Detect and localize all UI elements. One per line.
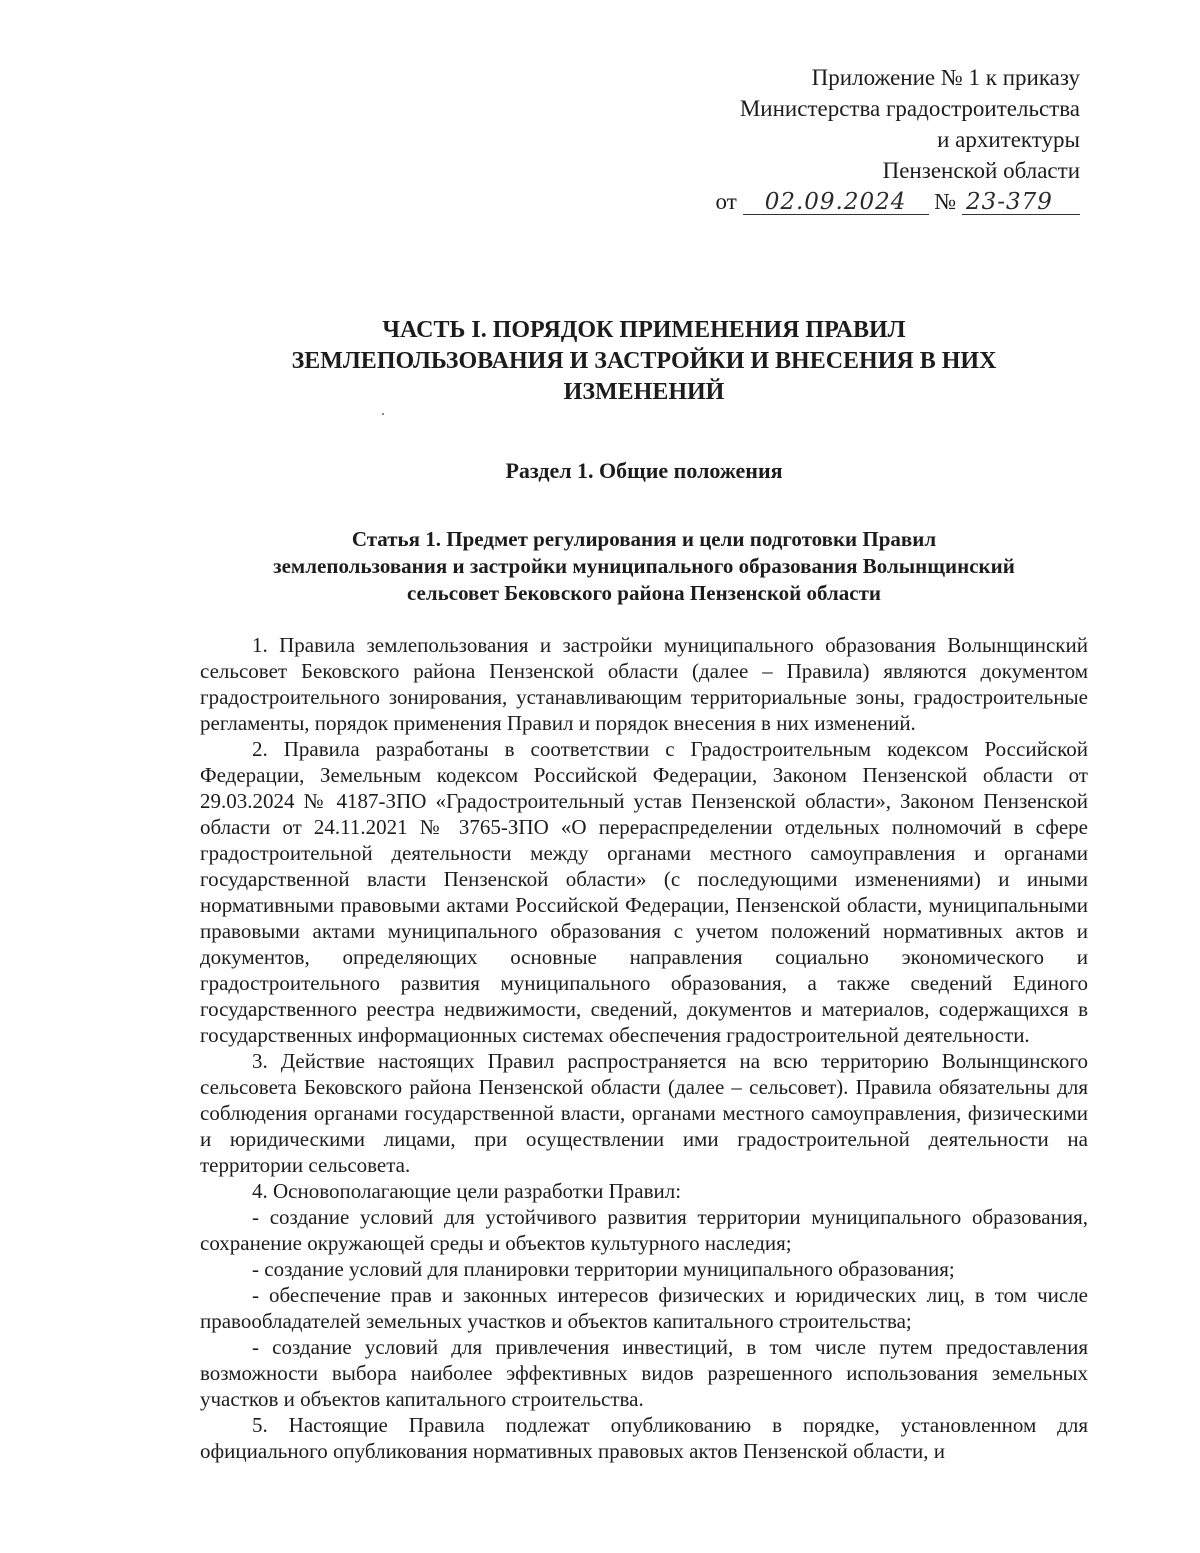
section-title: Раздел 1. Общие положения [505,458,783,483]
appendix-line-3: и архитектуры [937,127,1080,152]
article-title-line-2: землепользования и застройки муниципального образования Волынщинский [273,554,1015,578]
list-item-3: - обеспечение прав и законных интересов физических и юридических лиц, в том числе правообладателей земельных участков и объектов капитального строительства; [200,1283,1088,1333]
paragraph-2: 2. Правила разработаны в соответствии с Градостроительным кодексом Российской Федерации, Земельным кодексом Российской Федерации, Законом Пензенской области от 29.03.2024 № 4187-ЗПО «Градостроительный устав Пензенской области», Законом Пензенской области от 24.11.2021 № 3765-ЗПО «О перераспределении отдельных полномочий в сфере градостроительной деятельности между органами местного самоуправления и органами государственной власти Пензенской области» (с последующими изменениями) и иными нормативными правовыми актами Российской Федерации, Пензенской области, муниципальными правовыми актами муниципального образования с учетом положений нормативных актов и документов, определяющих основные направления социально экономического и градостроительного развития муниципального образования, а также сведений Единого государственного реестра недвижимости, сведений, документов и материалов, содержащихся в государственных информационных системах обеспечения градостроительной деятельности. [200,737,1088,1047]
number-label: № [934,189,957,214]
paragraph-3: 3. Действие настоящих Правил распространяется на всю территорию Волынщинского сельсовета Бековского района Пензенской области (далее – сельсовет). Правила обязательны для соблюдения органами государственной власти, органами местного самоуправления, физическими и юридическими лицами, при осуществлении ими градостроительной деятельности на территории сельсовета. [200,1049,1088,1177]
list-item-1: - создание условий для устойчивого развития территории муниципального образования, сохранение окружающей среды и объектов культурного наследия; [200,1205,1088,1255]
appendix-line-1: Приложение № 1 к приказу [811,65,1080,90]
paragraph-4: 4. Основополагающие цели разработки Правил: [252,1179,682,1203]
list-item-4: - создание условий для привлечения инвестиций, в том числе путем предоставления возможности выбора наиболее эффективных видов разрешенного использования земельных участков и объектов капитального строительства. [200,1335,1088,1411]
from-label: от [715,189,737,214]
appendix-line-4: Пензенской области [882,158,1080,183]
paragraph-5: 5. Настоящие Правила подлежат опубликованию в порядке, установленном для официального опубликования нормативных правовых актов Пензенской области, и [200,1413,1088,1463]
handwritten-number: 23-379 [962,190,1080,215]
article-title-line-3: сельсовет Бековского района Пензенской области [406,581,882,605]
handwritten-date: 02.09.2024 [743,190,929,215]
list-item-2: - создание условий для планировки территории муниципального образования; [252,1257,955,1281]
part-title-line-1: ЧАСТЬ I. ПОРЯДОК ПРИМЕНЕНИЯ ПРАВИЛ [382,317,906,343]
scan-speck [382,413,384,415]
appendix-line-2: Министерства градостроительства [739,96,1080,121]
article-title-line-1: Статья 1. Предмет регулирования и цели подготовки Правил [351,527,937,551]
part-title-line-3: ИЗМЕНЕНИЙ [563,379,725,405]
article-body [200,632,1088,1464]
appendix-block [200,62,1080,217]
part-title [220,315,1068,408]
paragraph-1: 1. Правила землепользования и застройки муниципального образования Волынщинский сельсовет Бековского района Пензенской области (далее – Правила) являются документом градостроительного зонирования, устанавливающим территориальные зоны, градостроительные регламенты, порядок применения Правил и порядок внесения в них изменений. [200,633,1088,735]
order-date-number [200,186,1080,217]
article-title [200,526,1088,607]
part-title-line-2: ЗЕМЛЕПОЛЬЗОВАНИЯ И ЗАСТРОЙКИ И ВНЕСЕНИЯ В НИХ [291,348,997,374]
